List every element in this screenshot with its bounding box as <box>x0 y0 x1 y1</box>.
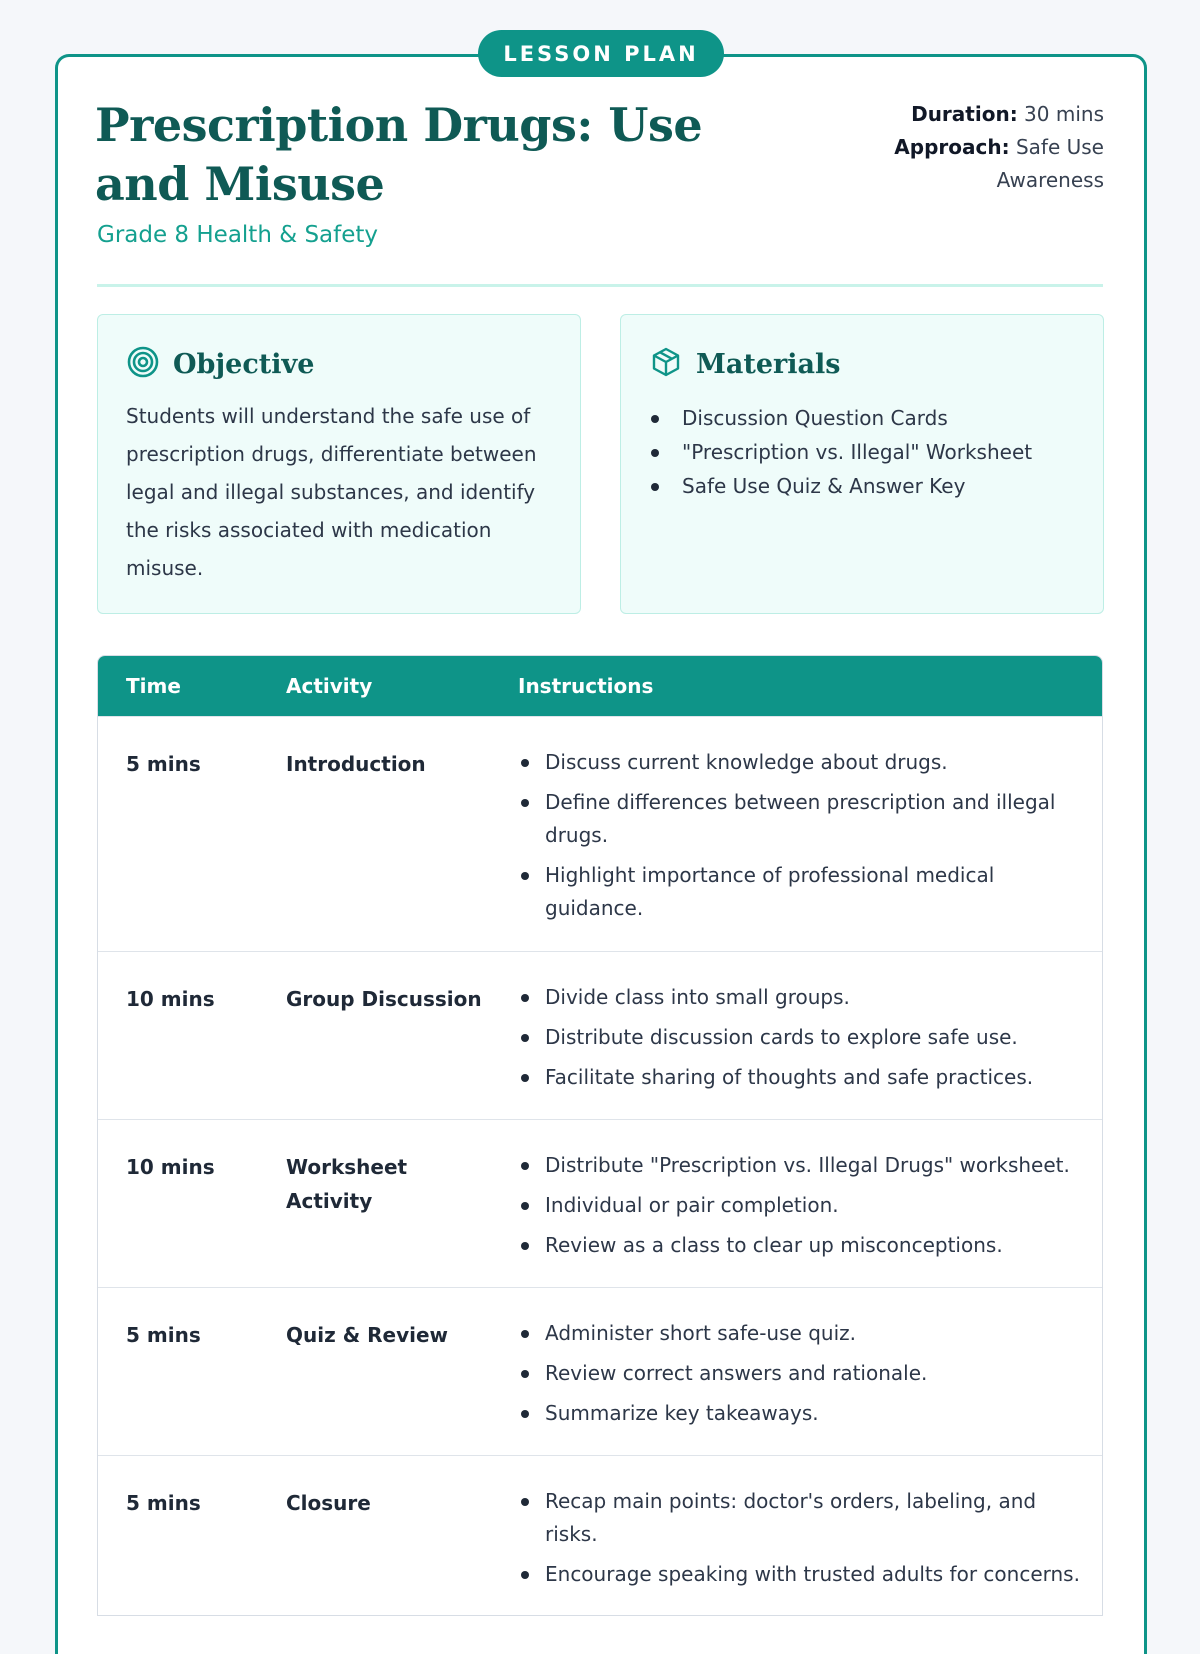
instruction-item: Facilitate sharing of thoughts and safe practices. <box>518 1061 1084 1094</box>
row-time: 5 mins <box>126 1491 201 1515</box>
row-activity: Quiz & Review <box>286 1323 449 1347</box>
approach-line <box>864 131 1104 197</box>
instruction-item: Divide class into small groups. <box>518 981 1084 1014</box>
header-instructions: Instructions <box>518 674 654 698</box>
instruction-item: Highlight importance of professional medical guidance. <box>518 859 1084 925</box>
row-instructions <box>518 1120 1103 1262</box>
objective-card <box>97 314 581 614</box>
instruction-item: Define differences between prescription and illegal drugs. <box>518 786 1084 852</box>
objective-title: Objective <box>173 348 315 380</box>
instruction-item: Review as a class to clear up misconceptions. <box>518 1229 1084 1262</box>
page-subtitle: Grade 8 Health & Safety <box>97 222 379 248</box>
row-instructions <box>518 1288 1103 1430</box>
materials-title: Materials <box>696 348 841 380</box>
row-time: 5 mins <box>126 752 201 776</box>
approach-value: Safe Use Awareness <box>996 135 1104 192</box>
list-item: Safe Use Quiz & Answer Key <box>649 469 1032 503</box>
instruction-item: Individual or pair completion. <box>518 1189 1084 1222</box>
lesson-plan-badge: LESSON PLAN <box>478 30 724 77</box>
header-time: Time <box>126 674 181 698</box>
instruction-item: Distribute discussion cards to explore safe use. <box>518 1021 1084 1054</box>
materials-header <box>649 345 840 383</box>
target-icon <box>126 345 160 383</box>
table-row <box>98 1455 1102 1615</box>
instruction-item: Recap main points: doctor's orders, labeling, and risks. <box>518 1485 1084 1551</box>
table-row <box>98 716 1102 951</box>
lesson-meta <box>864 98 1104 197</box>
row-activity: Introduction <box>286 752 426 776</box>
materials-list <box>649 401 1032 503</box>
objective-header <box>126 345 314 383</box>
header-activity: Activity <box>286 674 373 698</box>
list-item: Discussion Question Cards <box>649 401 1032 435</box>
row-time: 10 mins <box>126 1155 215 1179</box>
header-divider <box>97 284 1103 287</box>
duration-value: 30 mins <box>1024 102 1104 126</box>
table-header <box>98 656 1102 716</box>
instruction-item: Administer short safe-use quiz. <box>518 1317 1084 1350</box>
box-icon <box>649 345 683 383</box>
approach-label: Approach: <box>894 135 1010 159</box>
table-row <box>98 1119 1102 1287</box>
row-activity: Worksheet Activity <box>286 1155 408 1213</box>
row-time: 5 mins <box>126 1323 201 1347</box>
objective-text: Students will understand the safe use of prescription drugs, differentiate between legal and illegal substances, and identify the risks associated with medication misuse. <box>126 404 537 580</box>
instruction-item: Distribute "Prescription vs. Illegal Drugs" worksheet. <box>518 1149 1084 1182</box>
row-activity: Closure <box>286 1491 371 1515</box>
schedule-table <box>97 655 1103 1616</box>
row-instructions <box>518 952 1103 1094</box>
instruction-item: Review correct answers and rationale. <box>518 1357 1084 1390</box>
list-item: "Prescription vs. Illegal" Worksheet <box>649 435 1032 469</box>
instruction-item: Discuss current knowledge about drugs. <box>518 746 1084 779</box>
materials-card <box>620 314 1104 614</box>
duration-label: Duration: <box>911 102 1018 126</box>
instruction-item: Encourage speaking with trusted adults for concerns. <box>518 1558 1084 1591</box>
table-row <box>98 1287 1102 1455</box>
row-activity: Group Discussion <box>286 987 482 1011</box>
instruction-item: Summarize key takeaways. <box>518 1397 1084 1430</box>
row-time: 10 mins <box>126 987 215 1011</box>
row-instructions <box>518 1456 1103 1591</box>
page-title: Prescription Drugs: Use and Misuse <box>95 98 703 211</box>
row-instructions <box>518 717 1103 925</box>
duration-line <box>864 98 1104 131</box>
table-row <box>98 951 1102 1119</box>
